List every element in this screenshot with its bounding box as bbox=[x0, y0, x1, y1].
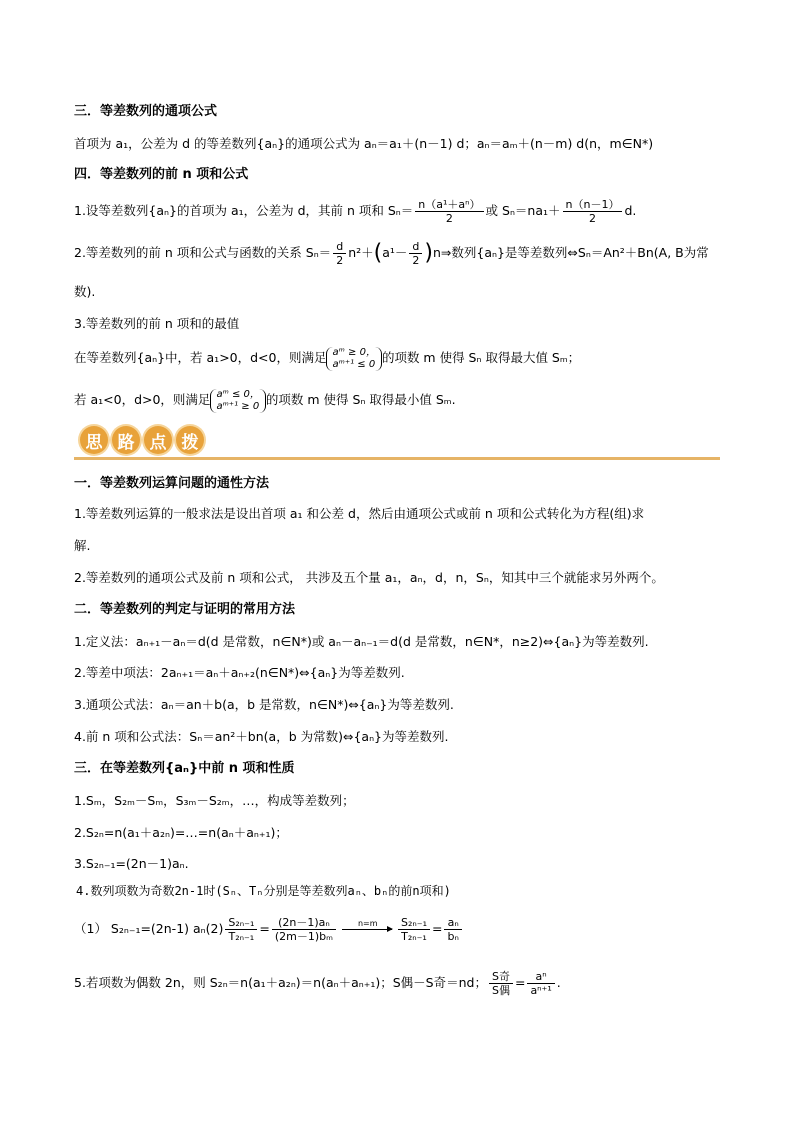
odd-even-eq: = bbox=[514, 975, 526, 990]
general-method-line-1-cont: 解. bbox=[74, 538, 91, 553]
section-title-general-method: 一．等差数列运算问题的通性方法 bbox=[74, 476, 270, 491]
sum-function-fraction-2 bbox=[409, 240, 422, 267]
ratio-fraction-4 bbox=[444, 916, 461, 943]
sum-function-text-c: n⇒数列{aₙ}是等差数列⇔Sₙ＝An²＋Bn(A, B为常 bbox=[432, 245, 709, 260]
ratio-fraction-1-den: T₂ₙ₋₁ bbox=[228, 930, 255, 943]
extremum-title: 3.等差数列的前 n 项和的最值 bbox=[74, 316, 240, 331]
section-title-judgement-methods: 二．等差数列的判定与证明的常用方法 bbox=[74, 602, 296, 617]
extremum-min-line bbox=[74, 385, 456, 415]
general-term-formula: 首项为 a₁，公差为 d 的等差数列{aₙ}的通项公式为 aₙ＝a₁＋(n－1) d；aₙ＝aₘ＋(n－m) d(n，m∈N*) bbox=[74, 136, 654, 151]
section-title-sum-properties: 三．在等差数列{aₙ}中前 n 项和性质 bbox=[74, 761, 295, 776]
ratio-fraction-4-den: bₙ bbox=[447, 930, 459, 943]
extremum-min-text-a: 若 a₁<0，d>0，则满足 bbox=[74, 392, 211, 407]
sum-formula-text-a: 1.设等差数列{aₙ}的首项为 a₁，公差为 d，其前 n 项和 Sₙ＝ bbox=[74, 203, 414, 218]
sum-fraction-2-num: n（n－1） bbox=[563, 198, 623, 212]
ratio-fraction-4-num: aₙ bbox=[444, 916, 461, 930]
sum-formula-text-c: d. bbox=[624, 203, 637, 218]
ratio-fraction-3-den: T₂ₙ₋₁ bbox=[401, 930, 427, 943]
implies-arrow bbox=[342, 919, 392, 930]
odd-even-fraction-2 bbox=[527, 970, 554, 997]
extremum-max-cond-2: aᵐ⁺¹ ≤ 0 bbox=[332, 358, 376, 370]
extremum-max-text-b: 的项数 m 使得 Sₙ 取得最大值 Sₘ； bbox=[381, 350, 581, 365]
sum-function-fraction-2-den: 2 bbox=[412, 254, 420, 267]
sum-function-text-a: 2.等差数列的前 n 项和公式与函数的关系 Sₙ＝ bbox=[74, 245, 332, 260]
sum-function-line bbox=[74, 238, 709, 269]
ratio-fraction-3 bbox=[398, 916, 430, 943]
ratio-fraction-2 bbox=[272, 916, 336, 943]
odd-even-fraction-1-den: S偶 bbox=[491, 984, 510, 997]
section-title-general-term: 三．等差数列的通项公式 bbox=[74, 104, 218, 119]
sum-property-4-formula-text: （1） S₂ₙ₋₁=(2n-1) aₙ(2) bbox=[74, 921, 224, 936]
paren-close: ) bbox=[424, 240, 433, 266]
sum-formula-line bbox=[74, 196, 636, 226]
ratio-fraction-1 bbox=[225, 916, 257, 943]
sum-function-text-b: n²＋ bbox=[348, 245, 374, 260]
extremum-min-cond-1: aᵐ ≤ 0， bbox=[216, 388, 260, 400]
extremum-max-line bbox=[74, 343, 580, 373]
extremum-max-text-a: 在等差数列{aₙ}中，若 a₁>0，d<0，则满足 bbox=[74, 350, 327, 365]
ratio-fraction-2-num: (2n－1)aₙ bbox=[272, 916, 336, 930]
banner-divider bbox=[74, 457, 720, 460]
odd-even-fraction-2-den: aⁿ⁺¹ bbox=[530, 984, 552, 997]
extremum-min-cond-2: aᵐ⁺¹ ≥ 0 bbox=[216, 400, 260, 412]
sum-property-3: 3.S₂ₙ₋₁=(2n－1)aₙ. bbox=[74, 856, 189, 871]
sum-property-1: 1.Sₘ，S₂ₘ－Sₘ，S₃ₘ－S₂ₘ，…，构成等差数列； bbox=[74, 793, 355, 808]
judgement-general-term: 3.通项公式法：aₙ＝an＋b(a，b 是常数，n∈N*)⇔{aₙ}为等差数列. bbox=[74, 697, 454, 712]
sum-fraction-1-num: n（a¹＋aⁿ） bbox=[415, 198, 483, 212]
odd-even-fraction-1 bbox=[489, 970, 513, 997]
banner-char-1: 思 bbox=[80, 426, 108, 454]
sum-function-continuation: 数). bbox=[74, 284, 96, 299]
extremum-min-system bbox=[210, 389, 265, 413]
sum-fraction-2 bbox=[563, 198, 623, 225]
paren-open: ( bbox=[373, 240, 383, 266]
ratio-eq-1: = bbox=[259, 921, 270, 936]
judgement-sum-formula: 4.前 n 项和公式法：Sₙ＝an²＋bn(a，b 为常数)⇔{aₙ}为等差数列. bbox=[74, 729, 449, 744]
odd-even-fraction-2-num: aⁿ bbox=[527, 970, 554, 984]
sum-property-4: 4.数列项数为奇数2n-1时(Sₙ、Tₙ分别是等差数列aₙ、bₙ的前n项和) bbox=[76, 884, 451, 898]
sum-property-2: 2.S₂ₙ=n(a₁＋a₂ₙ)=…=n(aₙ＋aₙ₊₁)； bbox=[74, 825, 288, 840]
extremum-max-cond-1: aᵐ ≥ 0， bbox=[332, 346, 376, 358]
judgement-definition: 1.定义法：aₙ₊₁－aₙ＝d(d 是常数，n∈N*)或 aₙ－aₙ₋₁＝d(d 是常数，n∈N*，n≥2)⇔{aₙ}为等差数列. bbox=[74, 634, 649, 649]
section-title-sum-formula: 四．等差数列的前 n 项和公式 bbox=[74, 167, 249, 182]
ratio-fraction-1-num: S₂ₙ₋₁ bbox=[225, 916, 257, 930]
extremum-max-system bbox=[326, 347, 381, 371]
ratio-fraction-3-num: S₂ₙ₋₁ bbox=[398, 916, 430, 930]
judgement-middle-term: 2.等差中项法：2aₙ₊₁＝aₙ＋aₙ₊₂(n∈N*)⇔{aₙ}为等差数列. bbox=[74, 665, 405, 680]
sum-function-fraction-1 bbox=[333, 240, 346, 267]
implies-arrow-label: n=m bbox=[357, 919, 378, 928]
ratio-fraction-2-den: (2m－1)bₘ bbox=[274, 930, 333, 943]
banner-char-2: 路 bbox=[112, 426, 140, 454]
sum-property-4-formula bbox=[74, 912, 464, 946]
general-method-line-2: 2.等差数列的通项公式及前 n 项和公式， 共涉及五个量 a₁，aₙ，d，n，Sₙ，知其中三个就能求另外两个。 bbox=[74, 570, 664, 585]
banner-char-4: 拨 bbox=[176, 426, 204, 454]
banner-char-3: 点 bbox=[144, 426, 172, 454]
sum-fraction-1-den: 2 bbox=[445, 212, 453, 225]
sum-function-paren-content: a¹－ bbox=[382, 245, 408, 260]
sum-property-5-text: 5.若项数为偶数 2n，则 S₂ₙ＝n(a₁＋a₂ₙ)＝n(aₙ＋aₙ₊₁)；S偶－S奇＝nd； bbox=[74, 975, 487, 990]
ratio-eq-2: = bbox=[431, 921, 443, 936]
sum-fraction-2-den: 2 bbox=[589, 212, 596, 225]
odd-even-fraction-1-num: S奇 bbox=[489, 970, 513, 984]
extremum-min-text-b: 的项数 m 使得 Sₙ 取得最小值 Sₘ. bbox=[265, 392, 456, 407]
sum-function-fraction-2-num: d bbox=[409, 240, 422, 254]
sum-property-5 bbox=[74, 966, 561, 1000]
sum-function-fraction-1-den: 2 bbox=[336, 254, 344, 267]
sum-formula-text-b: 或 Sₙ＝na₁＋ bbox=[485, 203, 561, 218]
general-method-line-1: 1.等差数列运算的一般求法是设出首项 a₁ 和公差 d，然后由通项公式或前 n 项和公式转化为方程(组)求 bbox=[74, 506, 645, 521]
sum-function-fraction-1-num: d bbox=[333, 240, 346, 254]
sum-property-5-end: . bbox=[556, 975, 561, 990]
sum-fraction-1 bbox=[415, 198, 483, 225]
